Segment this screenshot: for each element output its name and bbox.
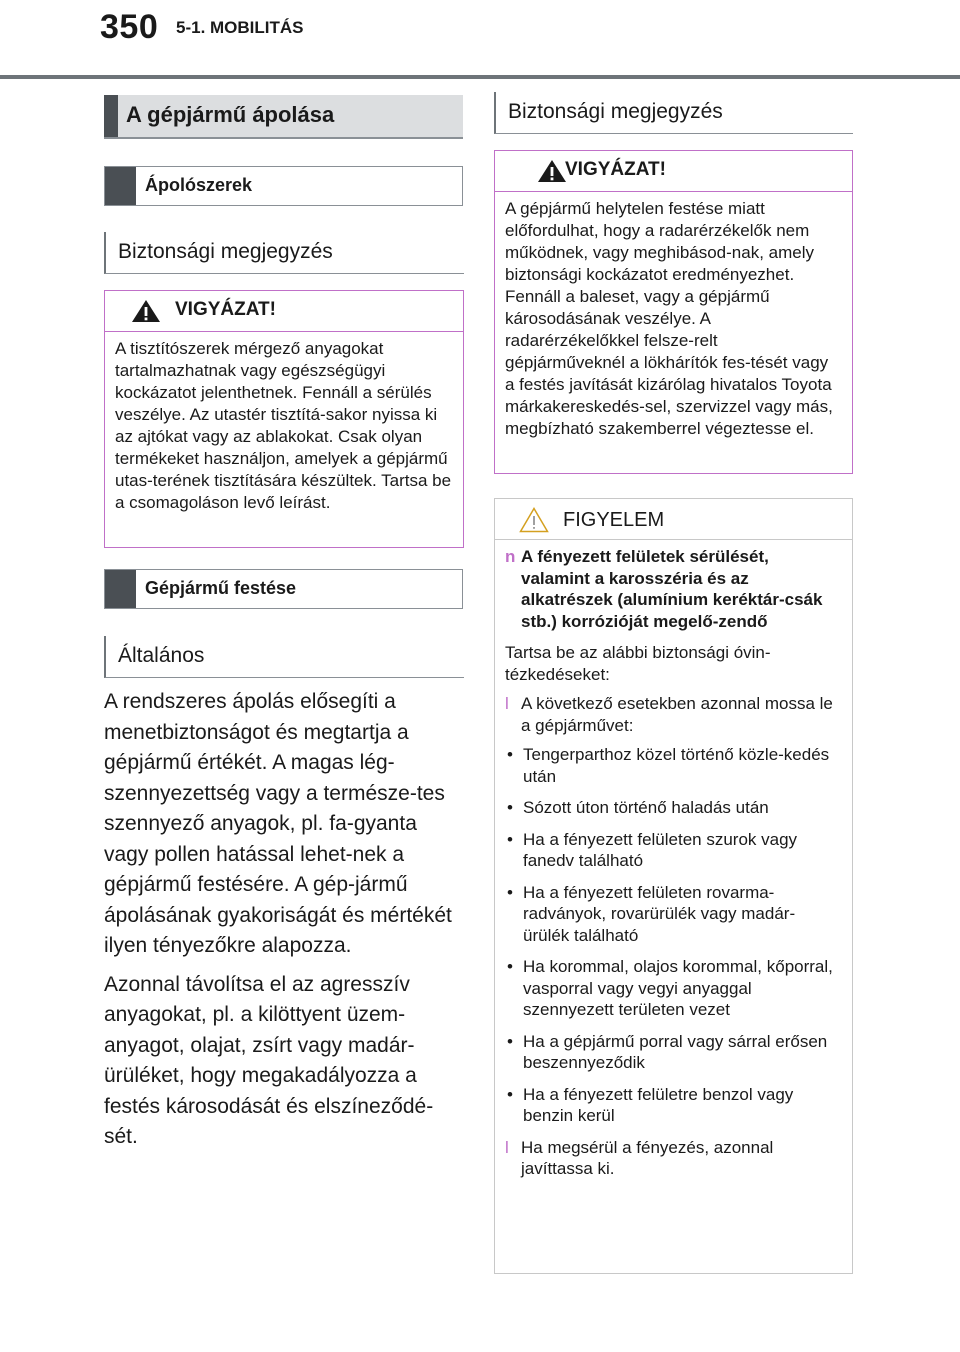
notice-intro: Tartsa be az alábbi biztonsági óvin-tézkedéseket:: [505, 643, 771, 684]
safety-heading-right: [494, 92, 853, 134]
subheading-festes: [104, 569, 463, 609]
list-item: • Ha a fényezett felületen rovarma-radványok, rovarürülék vagy madár-ürülék található: [505, 882, 838, 947]
header-divider: [0, 75, 960, 79]
list-item: • Ha a gépjármű porral vagy sárral erősen beszennyeződik: [505, 1031, 838, 1074]
action-item-text: A következő esetekben azonnal mossa le a gépjárművet:: [521, 694, 833, 735]
list-item: • Ha a fényezett felületen szurok vagy fanedv található: [505, 829, 838, 872]
action-item-text: Ha megsérül a fényezés, azonnal javíttassa ki.: [521, 1137, 774, 1178]
safety-heading-left: [104, 232, 464, 274]
warning-box-right: [494, 150, 853, 474]
action-item: [505, 693, 838, 736]
subheading-apoloszerek: [104, 166, 463, 206]
list-item-text: Ha a fényezett felületre benzol vagy benzin kerül: [523, 1084, 794, 1125]
notice-heading: [505, 546, 838, 632]
list-item-text: Ha a fényezett felületen szurok vagy fanedv található: [523, 829, 798, 870]
main-title-bar: [104, 95, 463, 139]
warning-text: A gépjármű helytelen festése miatt előfordulhat, hogy a radarérzékelők nem működnek, vagy meghibásod-nak, amely biztonsági kockázatot eredményezhet. Fennáll a baleset, vagy a gépjármű károsodásának veszélye. A radarérzékelőkkel felsze-relt gépjárműveknél a lökhárítók fes-tését vagy a festés javítását kizárólag hivatalos Toyota márkakereskedés-sel, szervizzel vagy más, megbízható szakemberrel végeztesse el.: [505, 199, 833, 438]
notice-box: [494, 498, 853, 1274]
warning-text: A tisztítószerek mérgező anyagokat tartalmazhatnak vagy egészségügyi kockázatot jelenthetnek. Fennáll a sérülés veszélye. Az utastér tisztítá-sakor nyissa ki az ajtókat vagy az ablakokat. Csak olyan termékeket használjon, amelyek a gépjármű utas-terének tisztítására készültek. Tartsa be a csomagoláson levő leírást.: [115, 339, 452, 512]
page-number: 350: [100, 8, 159, 46]
notice-title: FIGYELEM: [563, 509, 665, 531]
subheading-accent: [105, 570, 136, 608]
list-item: • Ha a fényezett felületre benzol vagy benzin kerül: [505, 1084, 838, 1127]
list-item: • Sózott úton történő haladás után: [507, 798, 769, 817]
section-title: 5-1. MOBILITÁS: [176, 18, 304, 37]
notice-heading-text: A fényezett felületek sérülését, valamint a karosszéria és az alkatrészek (alumínium keréktár-csák stb.) korrózióját megelő-zendő: [521, 547, 823, 631]
warning-triangle-icon: [537, 159, 567, 188]
notice-header: [495, 499, 852, 540]
warning-header: [105, 291, 463, 332]
body-text: [104, 687, 466, 1161]
item-marker: l: [505, 694, 509, 713]
warning-triangle-icon: [131, 299, 161, 328]
warning-box-left: [104, 290, 464, 548]
title-accent: [104, 95, 118, 137]
paragraph: A rendszeres ápolás elősegíti a menetbiztonságot és megtartja a gépjármű értékét. A magas lég-szennyezettség vagy a természe-tes szennyező anyagok, pl. fa-gyanta vagy pollen hatással lehet-nek a gépjármű festésére. A gép-jármű ápolásának gyakoriságát és mértékét ilyen tényezőkre alapozza.: [104, 690, 452, 957]
list-item-text: Tengerparthoz közel történő közle-kedés után: [523, 745, 830, 786]
notice-body: [495, 540, 852, 1180]
warning-header: [495, 151, 852, 192]
heading-marker: n: [505, 547, 516, 566]
warning-title: VIGYÁZAT!: [565, 159, 666, 180]
general-heading: [104, 636, 464, 678]
list-item-text: Ha a fényezett felületen rovarma-radványok, rovarürülék vagy madár-ürülék található: [523, 882, 796, 945]
caution-triangle-icon: [519, 507, 549, 538]
list-item: • Ha korommal, olajos korommal, kőporral, vasporral vagy vegyi anyaggal szennyezett területen vezet: [505, 956, 838, 1021]
main-title: A gépjármű ápolása: [126, 102, 335, 127]
paragraph: Azonnal távolítsa el az agresszív anyagokat, pl. a kilöttyent üzem-anyagot, olajat, zsírt vagy madár-ürüléket, hogy megakadályozza a festés károsodását és elszíneződé-sét.: [104, 972, 434, 1148]
list-item: • Tengerparthoz közel történő közle-kedés után: [505, 744, 838, 787]
subheading-text: Gépjármű festése: [145, 578, 297, 598]
subheading-accent: [105, 167, 136, 205]
warning-title: VIGYÁZAT!: [175, 299, 276, 320]
general-heading-text: Általános: [118, 644, 205, 667]
safety-heading-text: Biztonsági megjegyzés: [118, 240, 333, 263]
list-item-text: Ha a gépjármű porral vagy sárral erősen beszennyeződik: [523, 1031, 828, 1072]
list-item-text: Ha korommal, olajos korommal, kőporral, vasporral vagy vegyi anyaggal szennyezett területen vezet: [523, 957, 833, 1019]
action-item: [505, 1137, 838, 1180]
list-item-text: Sózott úton történő haladás után: [523, 798, 769, 817]
subheading-text: Ápolószerek: [145, 175, 253, 195]
safety-heading-text: Biztonsági megjegyzés: [508, 100, 723, 123]
item-marker: l: [505, 1137, 509, 1157]
